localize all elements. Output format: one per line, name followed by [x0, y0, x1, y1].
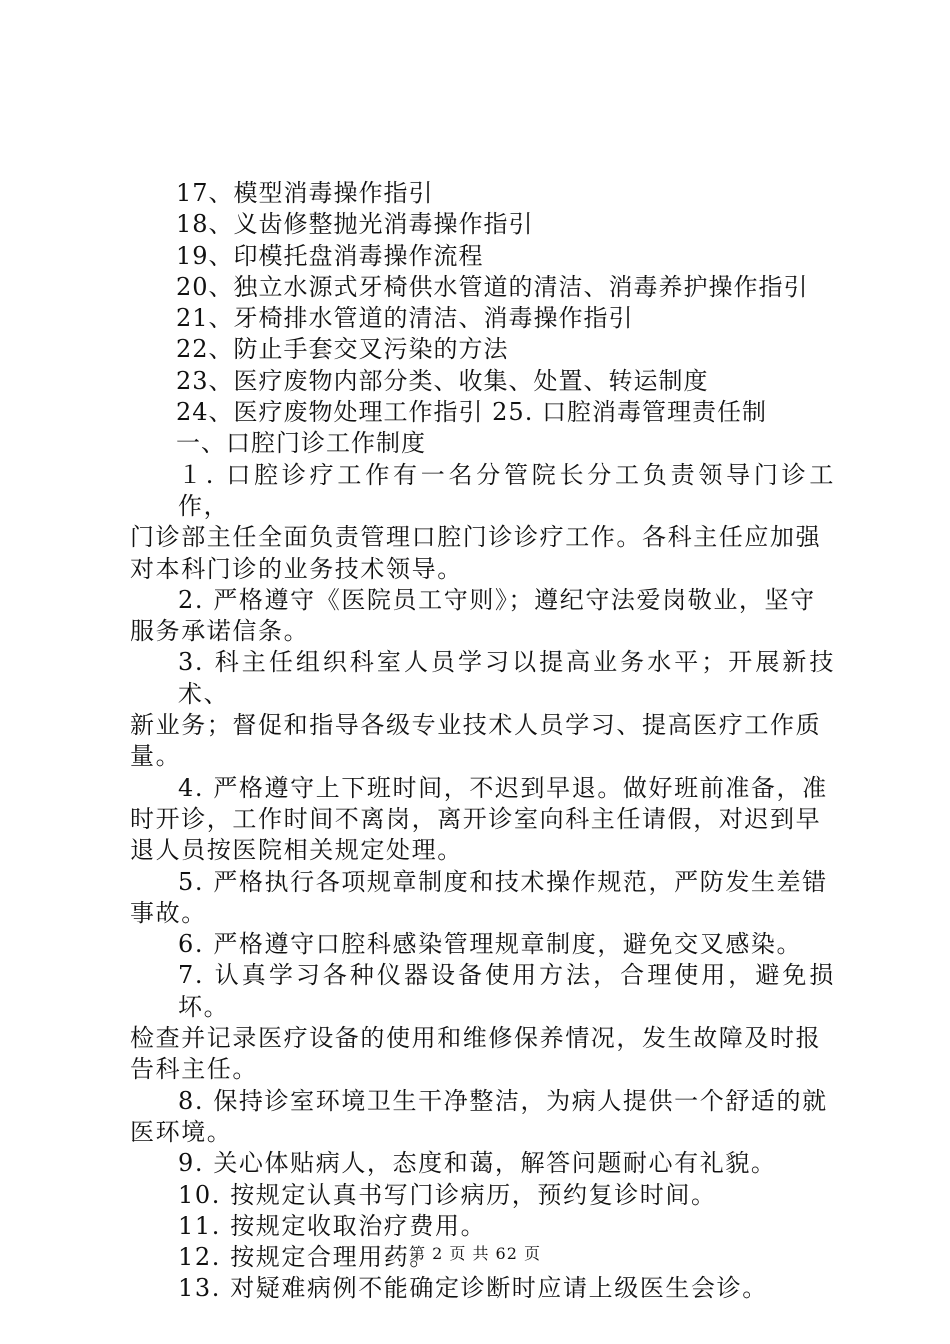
procedure-list — [130, 178, 835, 428]
rule-line: 13. 对疑难病例不能确定诊断时应请上级医生会诊。 — [178, 1274, 768, 1303]
rule-paragraph — [130, 1180, 835, 1211]
rule-line: 5. 严格执行各项规章制度和技术操作规范，严防发生差错 — [178, 867, 828, 896]
section-heading: 一、口腔门诊工作制度 — [176, 429, 426, 458]
rule-paragraph — [130, 1086, 835, 1149]
rule-paragraph — [130, 773, 835, 867]
rule-line: 对本科门诊的业务技术领导。 — [130, 554, 463, 583]
list-item: 22、防止手套交叉污染的方法 — [176, 335, 509, 364]
page-footer: 第 2 页 共 62 页 — [409, 1244, 541, 1263]
list-item: 20、独立水源式牙椅供水管道的清洁、消毒养护操作指引 — [176, 272, 809, 301]
rule-line: 量。 — [130, 742, 182, 771]
rules-list — [130, 460, 835, 1305]
rule-line: 告科主任。 — [130, 1055, 258, 1084]
rule-line: 12. 按规定合理用药。 — [178, 1243, 435, 1272]
rule-line: 10. 按规定认真书写门诊病历，预约复诊时间。 — [178, 1180, 717, 1209]
document-body — [130, 178, 835, 1305]
rule-paragraph — [130, 460, 835, 585]
rule-paragraph — [130, 585, 835, 648]
rule-paragraph — [130, 1211, 835, 1242]
rule-line: 6. 严格遵守口腔科感染管理规章制度，避免交叉感染。 — [178, 930, 803, 959]
rule-line: 3. 科主任组织科室人员学习以提高业务水平；开展新技术、 — [178, 648, 835, 708]
rule-line: 4. 严格遵守上下班时间，不迟到早退。做好班前准备，准 — [178, 773, 828, 802]
rule-line: 8. 保持诊室环境卫生干净整洁，为病人提供一个舒适的就 — [178, 1086, 828, 1115]
rule-paragraph — [130, 647, 835, 772]
rule-line: 医环境。 — [130, 1117, 233, 1146]
rule-line: 2. 严格遵守《医院员工守则》；遵纪守法爱岗敬业，坚守 — [178, 585, 816, 614]
rule-paragraph — [130, 1273, 835, 1304]
rule-paragraph — [130, 929, 835, 960]
list-item: 24、医疗废物处理工作指引 25. 口腔消毒管理责任制 — [176, 398, 767, 427]
rule-line: 门诊部主任全面负责管理口腔门诊诊疗工作。各科主任应加强 — [130, 523, 822, 552]
rule-line: 新业务；督促和指导各级专业技术人员学习、提高医疗工作质 — [130, 711, 822, 740]
rule-line: １. 口腔诊疗工作有一名分管院长分工负责领导门诊工作， — [178, 460, 835, 520]
rule-line: 9. 关心体贴病人，态度和蔼，解答问题耐心有礼貌。 — [178, 1149, 777, 1178]
rule-line: 11. 按规定收取治疗费用。 — [178, 1211, 487, 1240]
rule-line: 退人员按医院相关规定处理。 — [130, 836, 463, 865]
rule-line: 7. 认真学习各种仪器设备使用方法，合理使用，避免损坏。 — [178, 961, 835, 1021]
rule-line: 时开诊，工作时间不离岗，离开诊室向科主任请假，对迟到早 — [130, 804, 822, 833]
rule-paragraph — [130, 1148, 835, 1179]
rule-paragraph — [130, 960, 835, 1085]
list-item: 21、牙椅排水管道的清洁、消毒操作指引 — [176, 304, 634, 333]
list-item: 23、医疗废物内部分类、收集、处置、转运制度 — [176, 366, 709, 395]
rule-line: 检查并记录医疗设备的使用和维修保养情况，发生故障及时报 — [130, 1024, 822, 1053]
list-item: 19、印模托盘消毒操作流程 — [176, 241, 484, 270]
rule-paragraph — [130, 867, 835, 930]
list-item: 18、义齿修整抛光消毒操作指引 — [176, 210, 534, 239]
rule-line: 服务承诺信条。 — [130, 617, 310, 646]
list-item: 17、模型消毒操作指引 — [176, 179, 434, 207]
rule-line: 事故。 — [130, 898, 207, 927]
